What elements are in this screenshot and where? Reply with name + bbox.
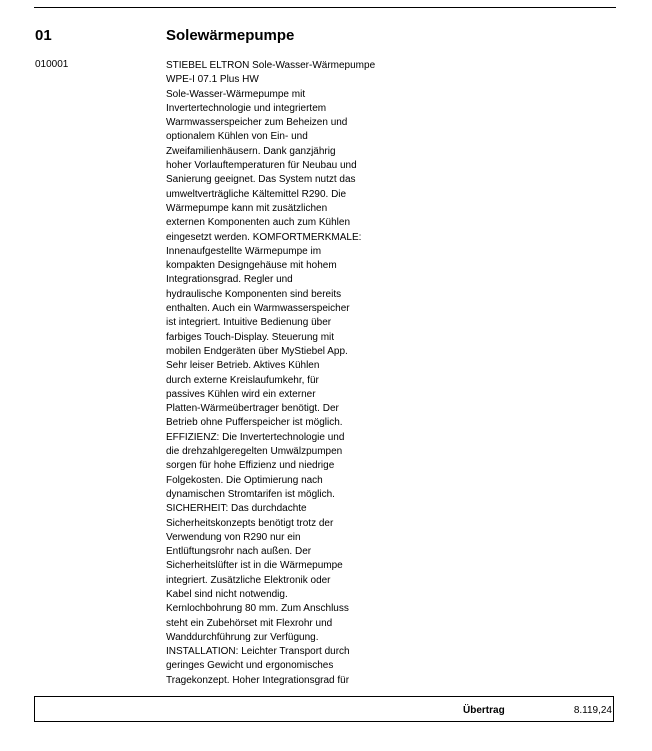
description-line: umweltverträgliche Kältemittel R290. Die (166, 188, 347, 200)
description-line: geringes Gewicht und ergonomisches (166, 660, 334, 672)
description-line: durch externe Kreislaufumkehr, für (166, 374, 319, 386)
description-line: die drehzahlgeregelten Umwälzpumpen (166, 446, 343, 458)
description-line: INSTALLATION: Leichter Transport durch (166, 646, 350, 658)
description-line: mobilen Endgeräten über MyStiebel App. (166, 345, 348, 357)
carryover-label: Übertrag (463, 705, 505, 716)
description-line: Platten-Wärmeübertrager benötigt. Der (166, 403, 339, 415)
carryover-box (34, 696, 614, 722)
section-number: 01 (35, 27, 52, 44)
description-line: externen Komponenten auch zum Kühlen (166, 217, 351, 229)
description-line: Verwendung von R290 nur ein (166, 531, 301, 543)
description-line: Betrieb ohne Pufferspeicher ist möglich. (166, 417, 343, 429)
description-line: Folgekosten. Die Optimierung nach (166, 474, 323, 486)
description-line: Sicherheitskonzepts benötigt trotz der (166, 517, 334, 529)
description-line: Sehr leiser Betrieb. Aktives Kühlen (166, 360, 320, 372)
description-line: Wärmepumpe kann mit zusätzlichen (166, 202, 328, 214)
description-line: enthalten. Auch ein Warmwasserspeicher (166, 303, 350, 315)
description-line: Wanddurchführung zur Verfügung. (166, 631, 319, 643)
description-line: Sicherheitslüfter ist in die Wärmepumpe (166, 560, 343, 572)
description-line: Tragekonzept. Hoher Integrationsgrad für (166, 674, 350, 686)
description-line: Innenaufgestellte Wärmepumpe im (166, 245, 322, 257)
description-line: Sole-Wasser-Wärmepumpe mit (166, 88, 306, 100)
carryover-value: 8.119,24 (573, 705, 612, 716)
description-line: passives Kühlen wird ein externer (166, 388, 316, 400)
description-line: STIEBEL ELTRON Sole-Wasser-Wärmepumpe (166, 60, 376, 71)
description-line: Warmwasserspeicher zum Beheizen und (166, 117, 348, 129)
description-line: hydraulische Komponenten sind bereits (166, 288, 342, 300)
description-line: optionalem Kühlen von Ein- und (166, 131, 308, 143)
description-line: kompakten Designgehäuse mit hohem (166, 260, 337, 272)
description-line: Kernlochbohrung 80 mm. Zum Anschluss (166, 603, 349, 615)
description-line: Invertertechnologie und integriertem (166, 102, 327, 114)
description-line: dynamischen Stromtarifen ist möglich. (166, 488, 335, 500)
description-line: Integrationsgrad. Regler und (166, 274, 293, 286)
description-line: steht ein Zubehörset mit Flexrohr und (166, 617, 333, 629)
description-line: Sanierung geeignet. Das System nutzt das (166, 174, 356, 186)
description-line: SICHERHEIT: Das durchdachte (166, 503, 307, 515)
description-line: farbiges Touch-Display. Steuerung mit (166, 331, 335, 343)
description-line: Zweifamilienhäusern. Dank ganzjährig (166, 145, 336, 157)
description-line: integriert. Zusätzliche Elektronik oder (166, 574, 331, 586)
section-title: Solewärmepumpe (166, 27, 295, 44)
description-line: WPE-I 07.1 Plus HW (166, 74, 259, 86)
item-description (166, 59, 416, 688)
item-number: 010001 (35, 59, 69, 70)
description-line: sorgen für hohe Effizienz und niedrige (166, 460, 335, 472)
description-line: EFFIZIENZ: Die Invertertechnologie und (166, 431, 345, 443)
description-line: Kabel sind nicht notwendig. (166, 588, 288, 600)
top-rule (34, 7, 616, 8)
description-line: Entlüftungsrohr nach außen. Der (166, 546, 312, 558)
description-line: eingesetzt werden. KOMFORTMERKMALE: (166, 231, 362, 243)
description-line: ist integriert. Intuitive Bedienung über (166, 317, 332, 329)
description-line: hoher Vorlauftemperaturen für Neubau und (166, 160, 357, 172)
